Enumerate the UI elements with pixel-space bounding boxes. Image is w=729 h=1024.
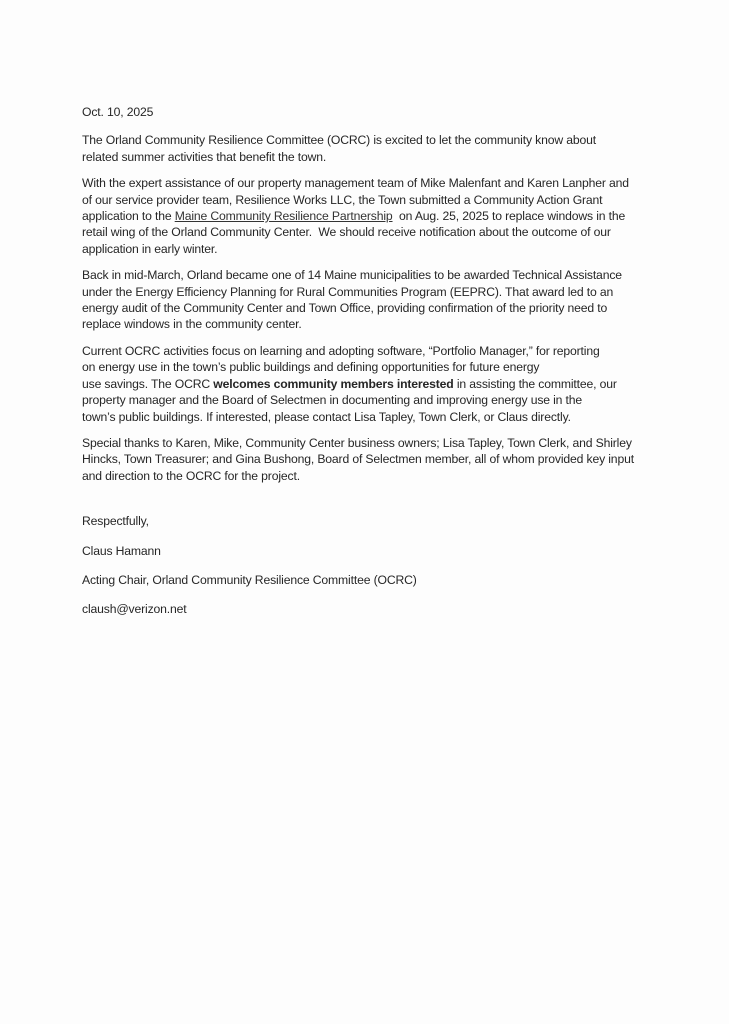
text-line: on energy use in the town’s public buildings and defining opportunities for future energy [82,360,540,375]
text-span: in assisting the committee, our [453,376,617,391]
maine-community-resilience-partnership-link[interactable]: Maine Community Resilience Partnership [174,209,393,224]
text-line: under the Energy Efficiency Planning for Rural Communities Program (EEPRC). That award led to an [82,284,614,299]
bold-text: welcomes community members interested [213,376,454,391]
text-line: Back in mid-March, Orland became one of 14 Maine municipalities to be awarded Technical Assistance [82,268,622,283]
text-line: Special thanks to Karen, Mike, Community Center business owners; Lisa Tapley, Town Clerk, and Shirley [82,435,632,450]
text-line: With the expert assistance of our property management team of Mike Malenfant and Karen Lanpher and [82,176,629,191]
paragraph-grant [82,175,662,257]
text-line: The Orland Community Resilience Committee (OCRC) is excited to let the community know about [82,133,596,148]
paragraph-thanks [82,435,662,484]
text-line: and direction to the OCRC for the project. [82,468,300,483]
letter-body [82,104,662,631]
text-line: Current OCRC activities focus on learning and adopting software, “Portfolio Manager,” for reporting [82,343,600,358]
paragraph-intro [82,132,662,165]
letter-date: Oct. 10, 2025 [82,105,154,119]
text-line [82,208,662,224]
text-line: application in early winter. [82,241,218,256]
text-span: use savings. The OCRC [82,376,214,391]
paragraph-current-activities [82,343,662,425]
text-line: retail wing of the Orland Community Center. We should receive notification about the outcome of our [82,225,611,240]
text-line: property manager and the Board of Selectmen in documenting and improving energy use in the [82,393,583,408]
text-line: town’s public buildings. If interested, please contact Lisa Tapley, Town Clerk, or Claus directly. [82,409,571,424]
text-span: application to the [82,209,175,224]
text-line: replace windows in the community center. [82,317,302,332]
signer-email[interactable]: claush@verizon.net [82,602,187,617]
text-span: on Aug. 25, 2025 to replace windows in the [392,209,626,224]
signer-title: Acting Chair, Orland Community Resilience Committee (OCRC) [82,572,417,587]
signature-block [82,513,662,618]
paragraph-technical-assistance [82,267,662,333]
text-line [82,376,662,392]
text-line: Hincks, Town Treasurer; and Gina Bushong, Board of Selectmen member, all of whom provided key input [82,452,634,467]
text-line: energy audit of the Community Center and Town Office, providing confirmation of the priority need to [82,301,608,316]
text-line: related summer activities that benefit the town. [82,149,327,164]
signer-name: Claus Hamann [82,543,161,558]
salutation: Respectfully, [82,514,149,529]
text-line: of our service provider team, Resilience Works LLC, the Town submitted a Community Action Grant [82,192,603,207]
